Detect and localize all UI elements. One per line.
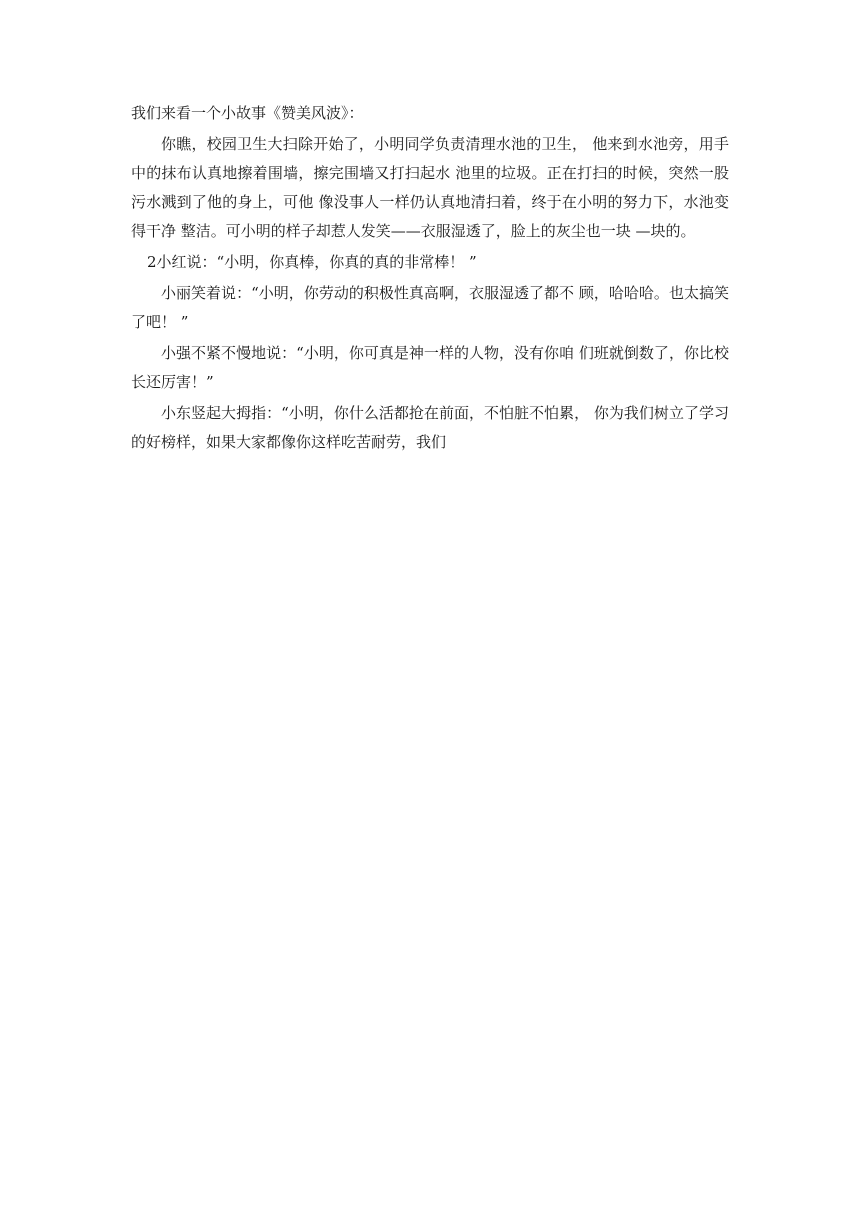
quote-xiaodong: 小东竖起大拇指：“小明，你什么活都抢在前面，不怕脏不怕累， 你为我们树立了学习的好榜样，如果大家都像你这样吃苦耐劳，我们 xyxy=(131,404,729,451)
quote-xiaoqiang: 小强不紧不慢地说：“小明，你可真是神一样的人物，没有你咱 们班就倒数了，你比校长还厉害！” xyxy=(131,344,729,391)
intro-paragraph: 我们来看一个小故事《赞美风波》： xyxy=(131,104,364,122)
story-paragraph: 你瞧，校园卫生大扫除开始了，小明同学负责清理水池的卫生， 他来到水池旁，用手中的抹布认真地擦着围墙，擦完围墙又打扫起水 池里的垃圾。正在打扫的时候，突然一股污水溅到了他的身上，可他 像没事人一样仍认真地清扫着，终于在小明的努力下，水池变得干净 整洁。可小明的样子却惹人发笑——衣服湿透了，脸上的灰尘也一块 —块的。 xyxy=(131,135,729,240)
quote-xiaoli: 小丽笑着说：“小明，你劳动的积极性真高啊，衣服湿透了都不 顾，哈哈哈。也太搞笑了吧！ ” xyxy=(131,284,729,331)
document-body xyxy=(131,99,729,459)
quote-xiaohong: 2小红说：“小明，你真棒，你真的真的非常棒！ ” xyxy=(147,253,477,271)
